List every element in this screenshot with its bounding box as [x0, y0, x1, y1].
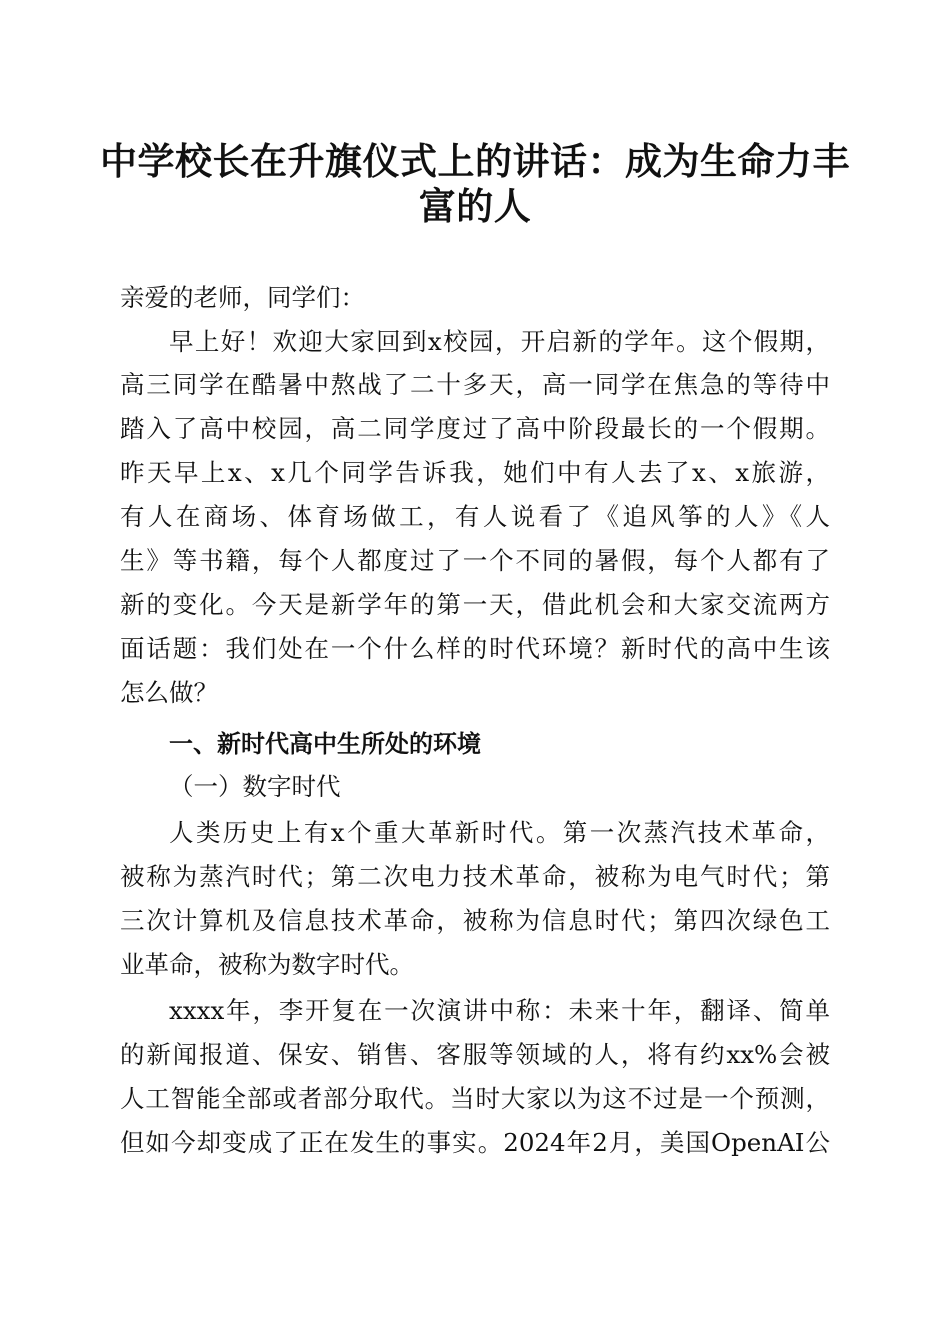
- paragraph-1-line: 怎么做？: [120, 678, 218, 707]
- paragraph-3-line: 但如今却变成了正在发生的事实。2024年2月，美国OpenAI公: [120, 1128, 830, 1157]
- paragraph-1-line: 早上好！欢迎大家回到x校园，开启新的学年。这个假期，: [169, 327, 830, 356]
- paragraph-1-line: 有人在商场、体育场做工，有人说看了《追风筝的人》《人: [120, 502, 830, 531]
- paragraph-1-line: 面话题：我们处在一个什么样的时代环境？新时代的高中生该: [120, 634, 830, 663]
- paragraph-1-line: 踏入了高中校园，高二同学度过了高中阶段最长的一个假期。: [120, 414, 830, 443]
- subsection-1-heading: （一）数字时代: [169, 772, 341, 801]
- paragraph-3-line: 人工智能全部或者部分取代。当时大家以为这不过是一个预测，: [120, 1084, 830, 1113]
- paragraph-3-line: xxxx年，李开复在一次演讲中称：未来十年，翻译、简单: [169, 996, 830, 1025]
- paragraph-3-line: 的新闻报道、保安、销售、客服等领域的人，将有约xx%会被: [120, 1040, 830, 1069]
- document-title-line-2: 富的人: [418, 184, 532, 228]
- salutation: 亲爱的老师，同学们：: [120, 283, 365, 312]
- paragraph-2-line: 人类历史上有x个重大革新时代。第一次蒸汽技术革命，: [169, 818, 830, 847]
- paragraph-2-line: 业革命，被称为数字时代。: [120, 950, 414, 979]
- paragraph-2-line: 被称为蒸汽时代；第二次电力技术革命，被称为电气时代；第: [120, 862, 830, 891]
- paragraph-1-line: 生》等书籍，每个人都度过了一个不同的暑假，每个人都有了: [120, 546, 830, 575]
- paragraph-1-line: 昨天早上x、x几个同学告诉我，她们中有人去了x、x旅游，: [120, 458, 830, 487]
- section-1-heading: 一、新时代高中生所处的环境: [169, 730, 481, 758]
- paragraph-1-line: 新的变化。今天是新学年的第一天，借此机会和大家交流两方: [120, 590, 830, 619]
- paragraph-1-line: 高三同学在酷暑中熬战了二十多天，高一同学在焦急的等待中: [120, 370, 830, 399]
- document-title-line-1: 中学校长在升旗仪式上的讲话：成为生命力丰: [100, 139, 850, 183]
- paragraph-2-line: 三次计算机及信息技术革命，被称为信息时代；第四次绿色工: [120, 906, 830, 935]
